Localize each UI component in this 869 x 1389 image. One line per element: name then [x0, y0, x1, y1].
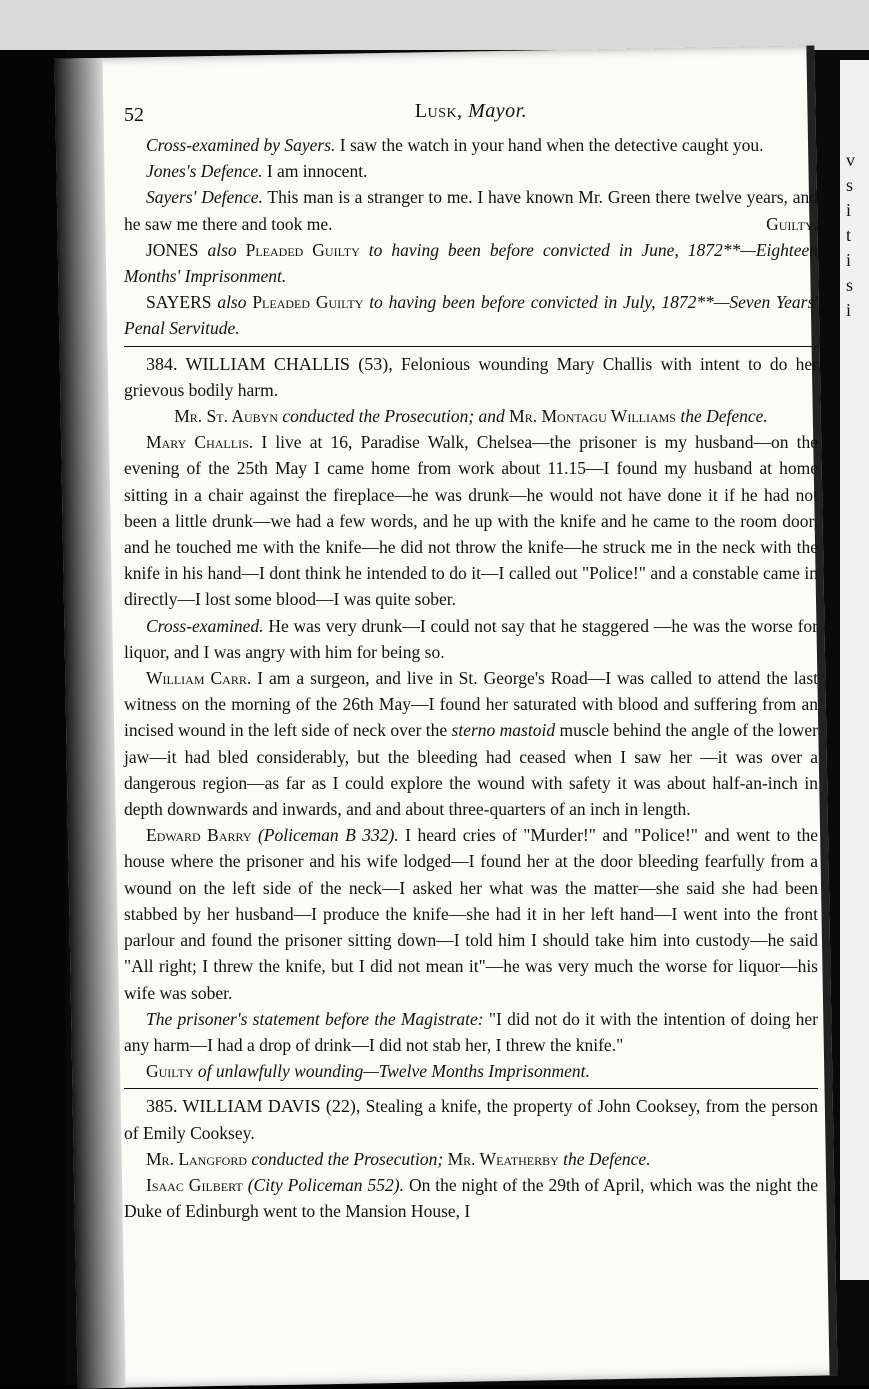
- testimony-text: On the night of the 29th of April, which was the night the Duke of Edinburgh went to the Mansion House, I: [124, 1174, 819, 1222]
- paragraph-jones-plea: [124, 237, 818, 289]
- defence-counsel: Mr. Montagu Williams: [509, 406, 676, 427]
- adjacent-page-fragment: t: [846, 225, 852, 245]
- case-title: 385. WILLIAM DAVIS (22),: [146, 1096, 361, 1117]
- paragraph-jones-defence: [124, 158, 818, 184]
- verdict-text: of unlawfully wounding—Twelve Months Imprisonment.: [197, 1061, 590, 1082]
- prosecution-counsel: Mr. Langford: [146, 1148, 248, 1169]
- running-header: [124, 96, 818, 130]
- case-charge: Felonious wounding Mary Challis with intent to do her grievous bodily harm.: [124, 353, 819, 400]
- defendant-name: JONES: [146, 239, 199, 260]
- speaker-label: Sayers' Defence.: [146, 187, 263, 208]
- paragraph-edward-barry: [124, 822, 818, 1005]
- case-384-verdict: [124, 1058, 818, 1084]
- adjacent-page-fragment: i: [846, 250, 852, 270]
- plea-label: Pleaded Guilty: [252, 292, 364, 313]
- defence-counsel: Mr. Weatherby: [447, 1148, 559, 1169]
- speaker-label: The prisoner's statement before the Magistrate:: [146, 1008, 484, 1029]
- scan-top-margin: [0, 0, 869, 50]
- witness-role: (Policeman B 332).: [257, 825, 399, 846]
- testimony-text: I am a surgeon, and live in St. George's Road—I was called to attend the last witness on the morning of the 26th May—I found her saturated with blood and suffering from an incised wound in the left side of neck over the: [124, 668, 818, 741]
- case-384-counsel: [124, 403, 818, 429]
- paragraph-cross-examined-sayers: [124, 132, 818, 158]
- testimony-text: muscle behind the angle of the lower jaw—it had bled considerably, but the bleeding had ceased when I saw her —it was over a dangerous region—as far as I could explore the wound with safety it was about half-an-inch in depth downwards and inwards, and and about three-quarters of an inch in length.: [124, 720, 819, 820]
- adjacent-page-fragment: i: [846, 200, 852, 220]
- plea-text: to having been before convicted in June, 1872**—Eighteen Months' Imprisonment.: [124, 239, 819, 287]
- plea-also: also: [207, 239, 237, 260]
- defence-note: the Defence.: [563, 1148, 651, 1169]
- testimony-text: He was very drunk—I could not say that he staggered —he was the worse for liquor, and I was angry with him for being so.: [124, 615, 819, 662]
- witness-name: William Carr.: [146, 668, 252, 689]
- case-385-heading: [124, 1093, 818, 1145]
- defendant-name: SAYERS: [146, 292, 212, 313]
- adjacent-page-fragment: i: [846, 300, 852, 320]
- plea-text: to having been before convicted in July, 1872**—Seven Years' Penal Servitude.: [124, 292, 819, 339]
- testimony-text: "I did not do it with the intention of doing her any harm—I had a drop of drink—I did not stab her, I threw the knife.": [124, 1008, 819, 1055]
- case-charge: Stealing a knife, the property of John Cooksey, from the person of Emily Cooksey.: [124, 1096, 819, 1143]
- case-title: 384. WILLIAM CHALLIS (53),: [146, 353, 393, 374]
- section-divider: [124, 1088, 818, 1089]
- witness-name: Mary Challis.: [146, 432, 254, 453]
- testimony-text: I heard cries of "Murder!" and "Police!" and went to the house where the prisoner and his wife lodged—I found her at the door bleeding fearfully from a wound on the left side of the neck—I asked her what was the matter—she said she had been stabbed by her husband—I produce the knife—she had it in her left hand—I went into the front parlour and found the prisoner sitting down—I told him I should take him into custody—he said "All right; I threw the knife, but I did not mean it"—he was very much the worse for liquor—his wife was sober.: [124, 825, 819, 1003]
- section-divider: [124, 346, 818, 347]
- plea-label: Pleaded Guilty: [245, 239, 360, 260]
- witness-name: Edward Barry: [146, 825, 252, 846]
- adjacent-page-fragment: v: [846, 150, 855, 170]
- prosecution-counsel: Mr. St. Aubyn: [174, 406, 278, 427]
- witness-role: (City Policeman 552).: [247, 1174, 404, 1195]
- speaker-label: Cross-examined.: [146, 615, 264, 636]
- speaker-label: Jones's Defence.: [146, 161, 263, 182]
- paragraph-prisoner-statement: [124, 1006, 818, 1058]
- running-head-title: Mayor.: [468, 100, 528, 122]
- paragraph-cross-examined: [124, 613, 818, 665]
- running-head-name: Lusk,: [414, 100, 463, 122]
- prosecution-note: conducted the Prosecution; and: [282, 406, 505, 427]
- testimony-text: I saw the watch in your hand when the detective caught you.: [339, 135, 764, 155]
- speaker-label: Cross-examined by Sayers.: [146, 135, 336, 155]
- anatomical-term: sterno mastoid: [451, 720, 556, 741]
- verdict: Guilty.: [766, 213, 818, 234]
- page-number: 52: [124, 104, 144, 126]
- paragraph-william-carr: [124, 665, 818, 822]
- paragraph-sayers-defence: [124, 184, 818, 236]
- testimony-text: I am innocent.: [266, 161, 368, 182]
- plea-also: also: [217, 292, 247, 313]
- paragraph-sayers-plea: [124, 289, 818, 341]
- adjacent-page-fragment: s: [846, 175, 854, 195]
- paragraph-isaac-gilbert: [124, 1172, 818, 1224]
- testimony-text: I live at 16, Paradise Walk, Chelsea—the prisoner is my husband—on the evening of the 25th May I came home from work about 11.15—I found my husband at home sitting in a chair against the fireplace—he was drunk—he would not have done it if he had not been a little drunk—we had a few words, and he up with the knife and he came to the room door, and he touched me with the knife—he did not throw the knife—he struck me in the neck with the knife in his hand—I dont think he intended to do it—I called out "Police!" and a constable came in directly—I lost some blood—I was quite sober.: [124, 432, 819, 610]
- verdict-label: Guilty: [146, 1061, 194, 1082]
- prosecution-note: conducted the Prosecution;: [251, 1148, 444, 1169]
- defence-note: the Defence.: [680, 406, 768, 427]
- testimony-text: This man is a stranger to me. I have known Mr. Green there twelve years, and he saw me there and took me.: [124, 187, 818, 234]
- scan-left-margin: [0, 50, 66, 1385]
- witness-name: Isaac Gilbert: [146, 1174, 243, 1195]
- case-385-counsel: [124, 1146, 818, 1172]
- running-head: [124, 98, 818, 124]
- adjacent-page-fragment: s: [846, 275, 854, 295]
- adjacent-page-edge: [840, 60, 869, 1280]
- page-text: [124, 96, 818, 1224]
- paragraph-mary-challis: [124, 429, 818, 612]
- case-384-heading: [124, 351, 818, 403]
